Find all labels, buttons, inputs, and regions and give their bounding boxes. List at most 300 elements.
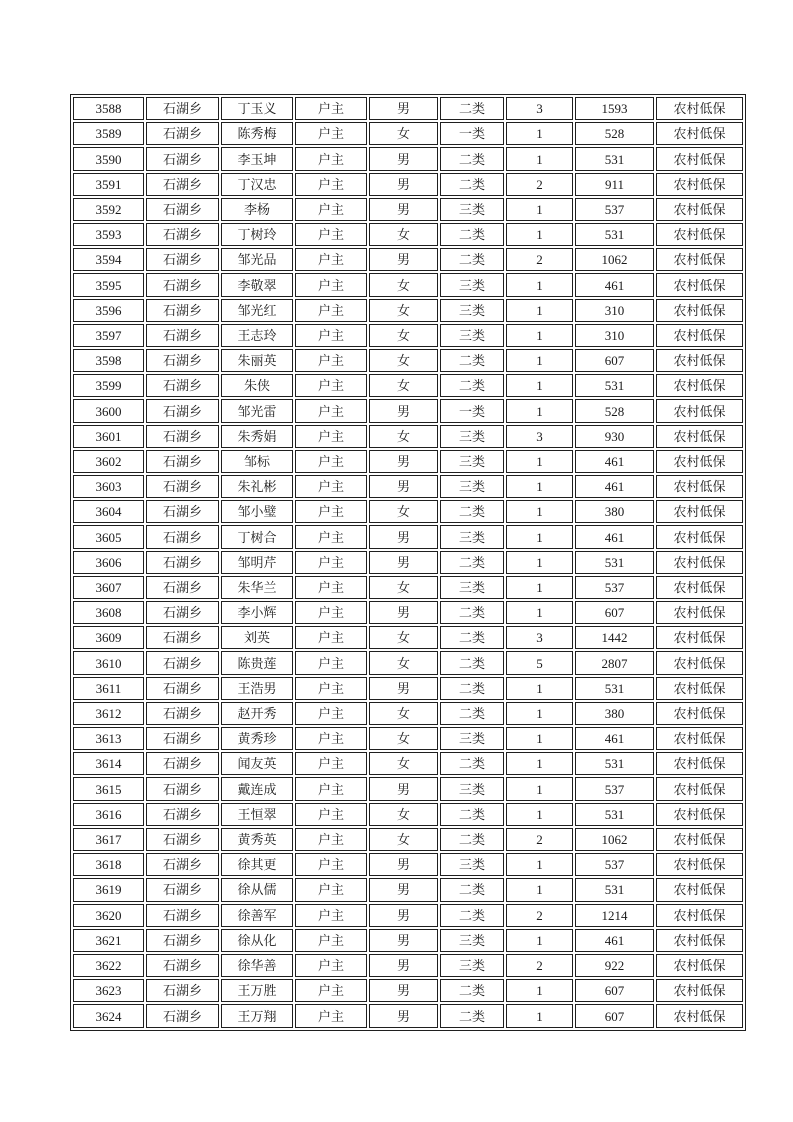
cell-gender: 男	[369, 97, 438, 120]
cell-gender: 男	[369, 954, 438, 977]
cell-township: 石湖乡	[146, 299, 219, 322]
cell-welfare-type: 农村低保	[656, 475, 743, 498]
cell-gender: 女	[369, 500, 438, 523]
cell-category: 二类	[440, 248, 504, 271]
cell-serial-number: 3620	[73, 904, 144, 927]
cell-relation-to-head: 户主	[295, 198, 367, 221]
cell-relation-to-head: 户主	[295, 752, 367, 775]
cell-welfare-type: 农村低保	[656, 777, 743, 800]
cell-person-name: 邹光红	[221, 299, 293, 322]
cell-amount: 537	[575, 198, 654, 221]
cell-category: 二类	[440, 97, 504, 120]
cell-person-name: 朱礼彬	[221, 475, 293, 498]
cell-township: 石湖乡	[146, 273, 219, 296]
cell-welfare-type: 农村低保	[656, 349, 743, 372]
cell-amount: 911	[575, 173, 654, 196]
cell-category: 三类	[440, 853, 504, 876]
cell-amount: 461	[575, 273, 654, 296]
cell-person-name: 徐从化	[221, 929, 293, 952]
cell-amount: 531	[575, 878, 654, 901]
cell-serial-number: 3623	[73, 979, 144, 1002]
cell-person-name: 王浩男	[221, 677, 293, 700]
cell-household-count: 1	[506, 374, 573, 397]
cell-relation-to-head: 户主	[295, 399, 367, 422]
cell-relation-to-head: 户主	[295, 500, 367, 523]
cell-gender: 女	[369, 727, 438, 750]
table-row	[73, 803, 743, 826]
cell-gender: 男	[369, 777, 438, 800]
cell-gender: 女	[369, 828, 438, 851]
cell-gender: 女	[369, 349, 438, 372]
cell-person-name: 徐其更	[221, 853, 293, 876]
cell-household-count: 2	[506, 173, 573, 196]
cell-gender: 女	[369, 702, 438, 725]
cell-relation-to-head: 户主	[295, 1004, 367, 1028]
cell-relation-to-head: 户主	[295, 979, 367, 1002]
cell-relation-to-head: 户主	[295, 173, 367, 196]
cell-person-name: 朱华兰	[221, 576, 293, 599]
cell-relation-to-head: 户主	[295, 626, 367, 649]
cell-welfare-type: 农村低保	[656, 702, 743, 725]
cell-serial-number: 3605	[73, 525, 144, 548]
cell-relation-to-head: 户主	[295, 551, 367, 574]
cell-person-name: 陈秀梅	[221, 122, 293, 145]
cell-category: 三类	[440, 475, 504, 498]
cell-serial-number: 3615	[73, 777, 144, 800]
cell-township: 石湖乡	[146, 324, 219, 347]
cell-person-name: 邹光雷	[221, 399, 293, 422]
cell-household-count: 2	[506, 248, 573, 271]
cell-welfare-type: 农村低保	[656, 677, 743, 700]
cell-amount: 1593	[575, 97, 654, 120]
cell-person-name: 邹小璧	[221, 500, 293, 523]
cell-relation-to-head: 户主	[295, 803, 367, 826]
table-row	[73, 223, 743, 246]
cell-amount: 531	[575, 374, 654, 397]
cell-amount: 930	[575, 425, 654, 448]
cell-township: 石湖乡	[146, 198, 219, 221]
cell-gender: 女	[369, 576, 438, 599]
table-row	[73, 299, 743, 322]
cell-serial-number: 3592	[73, 198, 144, 221]
cell-category: 二类	[440, 601, 504, 624]
table-row	[73, 702, 743, 725]
cell-gender: 男	[369, 1004, 438, 1028]
cell-household-count: 1	[506, 803, 573, 826]
cell-welfare-type: 农村低保	[656, 299, 743, 322]
cell-serial-number: 3619	[73, 878, 144, 901]
cell-welfare-type: 农村低保	[656, 324, 743, 347]
cell-welfare-type: 农村低保	[656, 727, 743, 750]
cell-welfare-type: 农村低保	[656, 626, 743, 649]
cell-category: 二类	[440, 374, 504, 397]
cell-amount: 1062	[575, 828, 654, 851]
cell-township: 石湖乡	[146, 425, 219, 448]
cell-household-count: 3	[506, 425, 573, 448]
cell-amount: 607	[575, 601, 654, 624]
cell-amount: 1442	[575, 626, 654, 649]
cell-household-count: 5	[506, 651, 573, 674]
cell-person-name: 丁树合	[221, 525, 293, 548]
table-row	[73, 828, 743, 851]
cell-category: 二类	[440, 551, 504, 574]
cell-household-count: 1	[506, 525, 573, 548]
table-row	[73, 173, 743, 196]
cell-household-count: 1	[506, 475, 573, 498]
cell-serial-number: 3616	[73, 803, 144, 826]
cell-amount: 1214	[575, 904, 654, 927]
cell-serial-number: 3607	[73, 576, 144, 599]
cell-household-count: 1	[506, 1004, 573, 1028]
cell-township: 石湖乡	[146, 500, 219, 523]
cell-serial-number: 3596	[73, 299, 144, 322]
cell-person-name: 朱丽英	[221, 349, 293, 372]
cell-welfare-type: 农村低保	[656, 954, 743, 977]
cell-welfare-type: 农村低保	[656, 929, 743, 952]
cell-serial-number: 3601	[73, 425, 144, 448]
cell-township: 石湖乡	[146, 828, 219, 851]
cell-gender: 男	[369, 677, 438, 700]
table-row	[73, 777, 743, 800]
cell-welfare-type: 农村低保	[656, 122, 743, 145]
cell-category: 三类	[440, 450, 504, 473]
cell-relation-to-head: 户主	[295, 929, 367, 952]
table-row	[73, 198, 743, 221]
table-row	[73, 324, 743, 347]
cell-relation-to-head: 户主	[295, 223, 367, 246]
cell-household-count: 1	[506, 576, 573, 599]
cell-person-name: 李玉坤	[221, 147, 293, 170]
cell-township: 石湖乡	[146, 752, 219, 775]
cell-township: 石湖乡	[146, 878, 219, 901]
cell-amount: 531	[575, 147, 654, 170]
table-row	[73, 374, 743, 397]
cell-household-count: 1	[506, 702, 573, 725]
cell-household-count: 1	[506, 223, 573, 246]
cell-serial-number: 3591	[73, 173, 144, 196]
cell-township: 石湖乡	[146, 147, 219, 170]
cell-serial-number: 3614	[73, 752, 144, 775]
cell-category: 三类	[440, 777, 504, 800]
cell-relation-to-head: 户主	[295, 601, 367, 624]
cell-township: 石湖乡	[146, 702, 219, 725]
cell-amount: 380	[575, 500, 654, 523]
cell-serial-number: 3612	[73, 702, 144, 725]
cell-household-count: 2	[506, 828, 573, 851]
cell-household-count: 1	[506, 399, 573, 422]
cell-welfare-type: 农村低保	[656, 223, 743, 246]
cell-welfare-type: 农村低保	[656, 248, 743, 271]
cell-person-name: 赵开秀	[221, 702, 293, 725]
cell-gender: 女	[369, 122, 438, 145]
cell-township: 石湖乡	[146, 803, 219, 826]
cell-welfare-type: 农村低保	[656, 500, 743, 523]
cell-relation-to-head: 户主	[295, 450, 367, 473]
cell-serial-number: 3593	[73, 223, 144, 246]
cell-serial-number: 3622	[73, 954, 144, 977]
cell-gender: 女	[369, 651, 438, 674]
table-row	[73, 576, 743, 599]
cell-amount: 531	[575, 551, 654, 574]
cell-welfare-type: 农村低保	[656, 752, 743, 775]
cell-township: 石湖乡	[146, 349, 219, 372]
cell-amount: 1062	[575, 248, 654, 271]
cell-relation-to-head: 户主	[295, 349, 367, 372]
cell-welfare-type: 农村低保	[656, 525, 743, 548]
cell-category: 三类	[440, 929, 504, 952]
cell-serial-number: 3618	[73, 853, 144, 876]
cell-category: 二类	[440, 500, 504, 523]
cell-welfare-type: 农村低保	[656, 979, 743, 1002]
table-row	[73, 929, 743, 952]
cell-serial-number: 3610	[73, 651, 144, 674]
table-row	[73, 752, 743, 775]
cell-person-name: 朱侠	[221, 374, 293, 397]
cell-township: 石湖乡	[146, 122, 219, 145]
cell-relation-to-head: 户主	[295, 425, 367, 448]
table-row	[73, 727, 743, 750]
cell-person-name: 刘英	[221, 626, 293, 649]
cell-category: 二类	[440, 1004, 504, 1028]
cell-township: 石湖乡	[146, 626, 219, 649]
cell-category: 三类	[440, 954, 504, 977]
cell-person-name: 邹标	[221, 450, 293, 473]
cell-gender: 女	[369, 626, 438, 649]
cell-welfare-type: 农村低保	[656, 97, 743, 120]
cell-serial-number: 3606	[73, 551, 144, 574]
cell-household-count: 1	[506, 777, 573, 800]
cell-person-name: 徐善军	[221, 904, 293, 927]
table-row	[73, 651, 743, 674]
cell-person-name: 李敬翠	[221, 273, 293, 296]
cell-amount: 461	[575, 727, 654, 750]
cell-amount: 528	[575, 122, 654, 145]
cell-township: 石湖乡	[146, 904, 219, 927]
cell-township: 石湖乡	[146, 248, 219, 271]
cell-gender: 男	[369, 198, 438, 221]
cell-welfare-type: 农村低保	[656, 173, 743, 196]
cell-category: 二类	[440, 223, 504, 246]
cell-household-count: 1	[506, 273, 573, 296]
cell-person-name: 戴连成	[221, 777, 293, 800]
cell-relation-to-head: 户主	[295, 576, 367, 599]
cell-township: 石湖乡	[146, 173, 219, 196]
cell-gender: 女	[369, 223, 438, 246]
cell-gender: 女	[369, 752, 438, 775]
cell-relation-to-head: 户主	[295, 525, 367, 548]
table-row	[73, 525, 743, 548]
cell-township: 石湖乡	[146, 853, 219, 876]
cell-township: 石湖乡	[146, 525, 219, 548]
cell-person-name: 朱秀娟	[221, 425, 293, 448]
cell-household-count: 3	[506, 97, 573, 120]
cell-serial-number: 3588	[73, 97, 144, 120]
cell-relation-to-head: 户主	[295, 374, 367, 397]
table-row	[73, 677, 743, 700]
cell-amount: 537	[575, 777, 654, 800]
cell-amount: 528	[575, 399, 654, 422]
cell-relation-to-head: 户主	[295, 777, 367, 800]
cell-welfare-type: 农村低保	[656, 651, 743, 674]
table-row	[73, 954, 743, 977]
cell-relation-to-head: 户主	[295, 248, 367, 271]
cell-gender: 男	[369, 878, 438, 901]
cell-person-name: 王恒翠	[221, 803, 293, 826]
cell-gender: 男	[369, 147, 438, 170]
cell-township: 石湖乡	[146, 551, 219, 574]
cell-serial-number: 3603	[73, 475, 144, 498]
cell-category: 二类	[440, 752, 504, 775]
cell-township: 石湖乡	[146, 450, 219, 473]
cell-household-count: 1	[506, 450, 573, 473]
cell-amount: 922	[575, 954, 654, 977]
cell-amount: 380	[575, 702, 654, 725]
cell-person-name: 王万胜	[221, 979, 293, 1002]
cell-relation-to-head: 户主	[295, 273, 367, 296]
table-row	[73, 878, 743, 901]
table-row	[73, 147, 743, 170]
cell-household-count: 1	[506, 853, 573, 876]
cell-amount: 531	[575, 223, 654, 246]
cell-welfare-type: 农村低保	[656, 1004, 743, 1028]
cell-gender: 男	[369, 551, 438, 574]
cell-serial-number: 3599	[73, 374, 144, 397]
cell-household-count: 1	[506, 551, 573, 574]
table-row	[73, 853, 743, 876]
cell-gender: 男	[369, 853, 438, 876]
cell-gender: 男	[369, 904, 438, 927]
cell-welfare-type: 农村低保	[656, 601, 743, 624]
cell-person-name: 丁树玲	[221, 223, 293, 246]
cell-gender: 男	[369, 929, 438, 952]
cell-relation-to-head: 户主	[295, 727, 367, 750]
table-row	[73, 475, 743, 498]
cell-household-count: 3	[506, 626, 573, 649]
cell-category: 三类	[440, 273, 504, 296]
cell-category: 二类	[440, 702, 504, 725]
cell-gender: 男	[369, 601, 438, 624]
cell-township: 石湖乡	[146, 677, 219, 700]
cell-category: 二类	[440, 173, 504, 196]
cell-gender: 女	[369, 324, 438, 347]
cell-person-name: 徐从儒	[221, 878, 293, 901]
cell-serial-number: 3600	[73, 399, 144, 422]
cell-household-count: 1	[506, 878, 573, 901]
cell-amount: 607	[575, 349, 654, 372]
cell-gender: 男	[369, 475, 438, 498]
cell-person-name: 闻友英	[221, 752, 293, 775]
cell-relation-to-head: 户主	[295, 147, 367, 170]
cell-household-count: 1	[506, 979, 573, 1002]
cell-person-name: 丁玉义	[221, 97, 293, 120]
cell-amount: 531	[575, 803, 654, 826]
cell-person-name: 邹明芹	[221, 551, 293, 574]
cell-township: 石湖乡	[146, 374, 219, 397]
cell-serial-number: 3597	[73, 324, 144, 347]
cell-gender: 女	[369, 803, 438, 826]
cell-person-name: 李小辉	[221, 601, 293, 624]
cell-township: 石湖乡	[146, 97, 219, 120]
cell-amount: 461	[575, 525, 654, 548]
cell-person-name: 李杨	[221, 198, 293, 221]
cell-relation-to-head: 户主	[295, 702, 367, 725]
cell-amount: 531	[575, 677, 654, 700]
cell-welfare-type: 农村低保	[656, 147, 743, 170]
cell-amount: 2807	[575, 651, 654, 674]
cell-amount: 461	[575, 929, 654, 952]
cell-amount: 607	[575, 1004, 654, 1028]
cell-serial-number: 3617	[73, 828, 144, 851]
cell-welfare-type: 农村低保	[656, 551, 743, 574]
cell-category: 三类	[440, 425, 504, 448]
cell-gender: 女	[369, 299, 438, 322]
cell-gender: 女	[369, 425, 438, 448]
cell-serial-number: 3594	[73, 248, 144, 271]
table-row	[73, 425, 743, 448]
cell-category: 二类	[440, 651, 504, 674]
cell-welfare-type: 农村低保	[656, 828, 743, 851]
cell-category: 三类	[440, 525, 504, 548]
cell-township: 石湖乡	[146, 223, 219, 246]
cell-amount: 607	[575, 979, 654, 1002]
cell-relation-to-head: 户主	[295, 878, 367, 901]
cell-household-count: 1	[506, 601, 573, 624]
cell-relation-to-head: 户主	[295, 475, 367, 498]
cell-person-name: 黄秀英	[221, 828, 293, 851]
cell-township: 石湖乡	[146, 475, 219, 498]
cell-household-count: 1	[506, 122, 573, 145]
cell-serial-number: 3602	[73, 450, 144, 473]
cell-welfare-type: 农村低保	[656, 399, 743, 422]
cell-category: 三类	[440, 727, 504, 750]
cell-category: 二类	[440, 626, 504, 649]
cell-category: 一类	[440, 122, 504, 145]
table-row	[73, 122, 743, 145]
welfare-roster-table	[70, 94, 746, 1031]
cell-welfare-type: 农村低保	[656, 450, 743, 473]
cell-amount: 461	[575, 450, 654, 473]
cell-household-count: 2	[506, 904, 573, 927]
cell-person-name: 王志玲	[221, 324, 293, 347]
cell-household-count: 1	[506, 349, 573, 372]
cell-category: 二类	[440, 904, 504, 927]
cell-township: 石湖乡	[146, 399, 219, 422]
cell-gender: 女	[369, 273, 438, 296]
cell-relation-to-head: 户主	[295, 904, 367, 927]
cell-household-count: 2	[506, 954, 573, 977]
cell-serial-number: 3621	[73, 929, 144, 952]
cell-welfare-type: 农村低保	[656, 374, 743, 397]
cell-township: 石湖乡	[146, 601, 219, 624]
cell-welfare-type: 农村低保	[656, 904, 743, 927]
cell-category: 二类	[440, 979, 504, 1002]
cell-person-name: 丁汉忠	[221, 173, 293, 196]
cell-gender: 男	[369, 525, 438, 548]
cell-relation-to-head: 户主	[295, 828, 367, 851]
cell-serial-number: 3624	[73, 1004, 144, 1028]
cell-person-name: 王万翔	[221, 1004, 293, 1028]
cell-welfare-type: 农村低保	[656, 576, 743, 599]
cell-serial-number: 3590	[73, 147, 144, 170]
cell-township: 石湖乡	[146, 576, 219, 599]
table-row	[73, 626, 743, 649]
table-row	[73, 97, 743, 120]
cell-relation-to-head: 户主	[295, 677, 367, 700]
cell-relation-to-head: 户主	[295, 853, 367, 876]
cell-category: 三类	[440, 576, 504, 599]
cell-welfare-type: 农村低保	[656, 878, 743, 901]
cell-township: 石湖乡	[146, 929, 219, 952]
